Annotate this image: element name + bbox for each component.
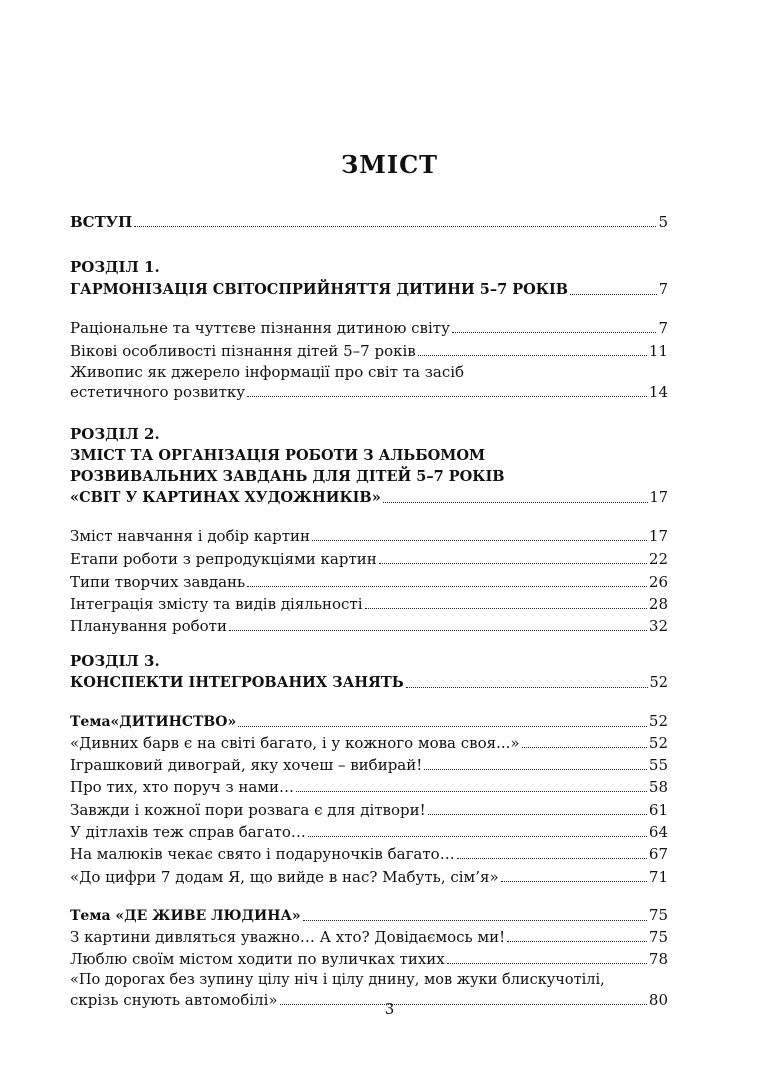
toc-entry[interactable] <box>70 362 668 402</box>
toc-entry-text: З картини дивляться уважно… А хто? Довідаємось ми! <box>70 928 506 946</box>
section-label: РОЗДІЛ 3. <box>70 652 160 670</box>
toc-entry[interactable] <box>70 341 668 361</box>
dot-leader <box>247 395 647 397</box>
toc-page-number: 52 <box>649 675 668 691</box>
toc-entry[interactable] <box>70 549 668 569</box>
dot-leader <box>452 331 657 333</box>
toc-page-number: 7 <box>658 319 668 337</box>
dot-leader <box>229 629 647 631</box>
section-heading-line2: РОЗВИВАЛЬНИХ ЗАВДАНЬ ДЛЯ ДІТЕЙ 5–7 РОКІВ <box>70 468 505 485</box>
toc-entry-text-line1: «По дорогах без зупину цілу ніч і цілу днину, мов жуки блискучотілі, <box>70 972 605 988</box>
toc-page-number: 71 <box>648 868 668 886</box>
dot-leader <box>406 686 648 688</box>
toc-entry-text: Іграшковий дивограй, яку хочеш – вибирай! <box>70 756 423 774</box>
theme-label: Тема«ДИТИНСТВО» <box>70 714 237 730</box>
toc-entry-text: Типи творчих завдань <box>70 573 246 591</box>
section-heading: ГАРМОНІЗАЦІЯ СВІТОСПРИЙНЯТТЯ ДИТИНИ 5–7 РОКІВ <box>70 281 568 298</box>
dot-leader <box>383 501 648 503</box>
toc-entry[interactable] <box>70 616 668 636</box>
toc-entry-text: Етапи роботи з репродукціями картин <box>70 550 377 568</box>
toc-page-number: 7 <box>658 282 668 298</box>
dot-leader <box>457 857 647 859</box>
toc-page-number: 11 <box>648 342 668 360</box>
toc-page-number: 78 <box>648 950 668 968</box>
toc-page-number: 26 <box>648 573 668 591</box>
toc-entry-label: ВСТУП <box>70 213 133 231</box>
toc-entry-text-line1: Живопис як джерело інформації про світ та засіб <box>70 363 465 381</box>
toc-entry-text: Люблю своїм містом ходити по вуличках тихих <box>70 950 445 968</box>
dot-leader <box>238 725 647 727</box>
toc-entry[interactable] <box>70 844 668 864</box>
toc-entry[interactable] <box>70 733 668 753</box>
toc-entry-text: Про тих, хто поруч з нами… <box>70 778 295 796</box>
toc-page-number: 61 <box>648 801 668 819</box>
dot-leader <box>507 940 647 942</box>
toc-entry-section3[interactable] <box>70 673 668 693</box>
toc-entry-text: На малюків чекає свято і подаруночків багато… <box>70 845 455 863</box>
toc-entry-text: Завжди і кожної пори розвага є для дітвори! <box>70 801 426 819</box>
dot-leader <box>418 354 647 356</box>
dot-leader <box>365 607 647 609</box>
toc-entry-text: Раціональне та чуттєве пізнання дитиною світу <box>70 319 450 337</box>
toc-entry-text: «До цифри 7 додам Я, що вийде в нас? Мабуть, сім’я» <box>70 868 499 886</box>
toc-entry-text: скрізь снують автомобілі» <box>70 991 278 1009</box>
toc-page-number: 75 <box>648 928 668 946</box>
dot-leader <box>134 225 656 227</box>
section-heading-line1: ЗМІСТ ТА ОРГАНІЗАЦІЯ РОБОТИ З АЛЬБОМОМ <box>70 447 485 464</box>
toc-entry-intro[interactable] <box>70 212 668 232</box>
toc-page-number: 17 <box>649 490 668 506</box>
toc-page-number: 5 <box>658 213 668 231</box>
toc-entry[interactable] <box>70 822 668 842</box>
toc-entry[interactable] <box>70 927 668 947</box>
toc-entry-section2[interactable] <box>70 488 668 508</box>
toc-page-number: 80 <box>648 991 668 1009</box>
toc-entry-text: Планування роботи <box>70 617 227 635</box>
dot-leader <box>447 962 647 964</box>
toc-entry-theme2[interactable] <box>70 905 668 926</box>
toc-page-number: 58 <box>648 778 668 796</box>
dot-leader <box>428 813 647 815</box>
toc-page-number: 67 <box>648 845 668 863</box>
toc-entry-text: Зміст навчання і добір картин <box>70 527 310 545</box>
toc-entry[interactable] <box>70 777 668 797</box>
toc-page-number: 75 <box>648 906 668 924</box>
toc-entry-section1[interactable] <box>70 280 668 300</box>
toc-entry-text: У дітлахів теж справ багато… <box>70 823 306 841</box>
toc-entry[interactable] <box>70 526 668 546</box>
toc-entry[interactable] <box>70 755 668 775</box>
section-heading: КОНСПЕКТИ ІНТЕГРОВАНИХ ЗАНЯТЬ <box>70 674 404 691</box>
toc-page-number: 17 <box>648 527 668 545</box>
toc-page-number: 52 <box>648 712 668 730</box>
toc-page-number: 52 <box>648 734 668 752</box>
toc-entry[interactable] <box>70 572 668 592</box>
toc-entry-theme1[interactable] <box>70 711 668 732</box>
dot-leader <box>424 768 647 770</box>
toc-page-number: 28 <box>648 595 668 613</box>
section-label: РОЗДІЛ 2. <box>70 425 160 443</box>
toc-entry-text: Інтеграція змісту та видів діяльності <box>70 595 363 613</box>
dot-leader <box>312 539 647 541</box>
toc-page-number: 55 <box>648 756 668 774</box>
toc-entry-text: Вікові особливості пізнання дітей 5–7 років <box>70 342 416 360</box>
dot-leader <box>379 562 647 564</box>
toc-entry[interactable] <box>70 318 668 338</box>
dot-leader <box>570 293 657 295</box>
toc-page-number: 64 <box>648 823 668 841</box>
toc-entry-text: «Дивних барв є на світі багато, і у кожного мова своя...» <box>70 734 520 752</box>
theme-label: Тема «ДЕ ЖИВЕ ЛЮДИНА» <box>70 908 301 924</box>
toc-page-number: 32 <box>648 617 668 635</box>
section-heading-line3: «СВІТ У КАРТИНАХ ХУДОЖНИКІВ» <box>70 489 381 506</box>
toc-entry[interactable] <box>70 867 668 887</box>
dot-leader <box>522 746 647 748</box>
page-title: ЗМІСТ <box>340 150 439 179</box>
dot-leader <box>501 880 647 882</box>
toc-entry-text: естетичного розвитку <box>70 383 246 401</box>
dot-leader <box>303 919 647 921</box>
toc-entry[interactable] <box>70 949 668 969</box>
page-number: 3 <box>384 1000 395 1018</box>
dot-leader <box>296 790 647 792</box>
toc-page-number: 14 <box>648 383 668 401</box>
toc-entry[interactable] <box>70 800 668 820</box>
dot-leader <box>247 585 647 587</box>
section-label: РОЗДІЛ 1. <box>70 258 160 276</box>
toc-entry[interactable] <box>70 594 668 614</box>
toc-page-number: 22 <box>648 550 668 568</box>
dot-leader <box>308 835 647 837</box>
